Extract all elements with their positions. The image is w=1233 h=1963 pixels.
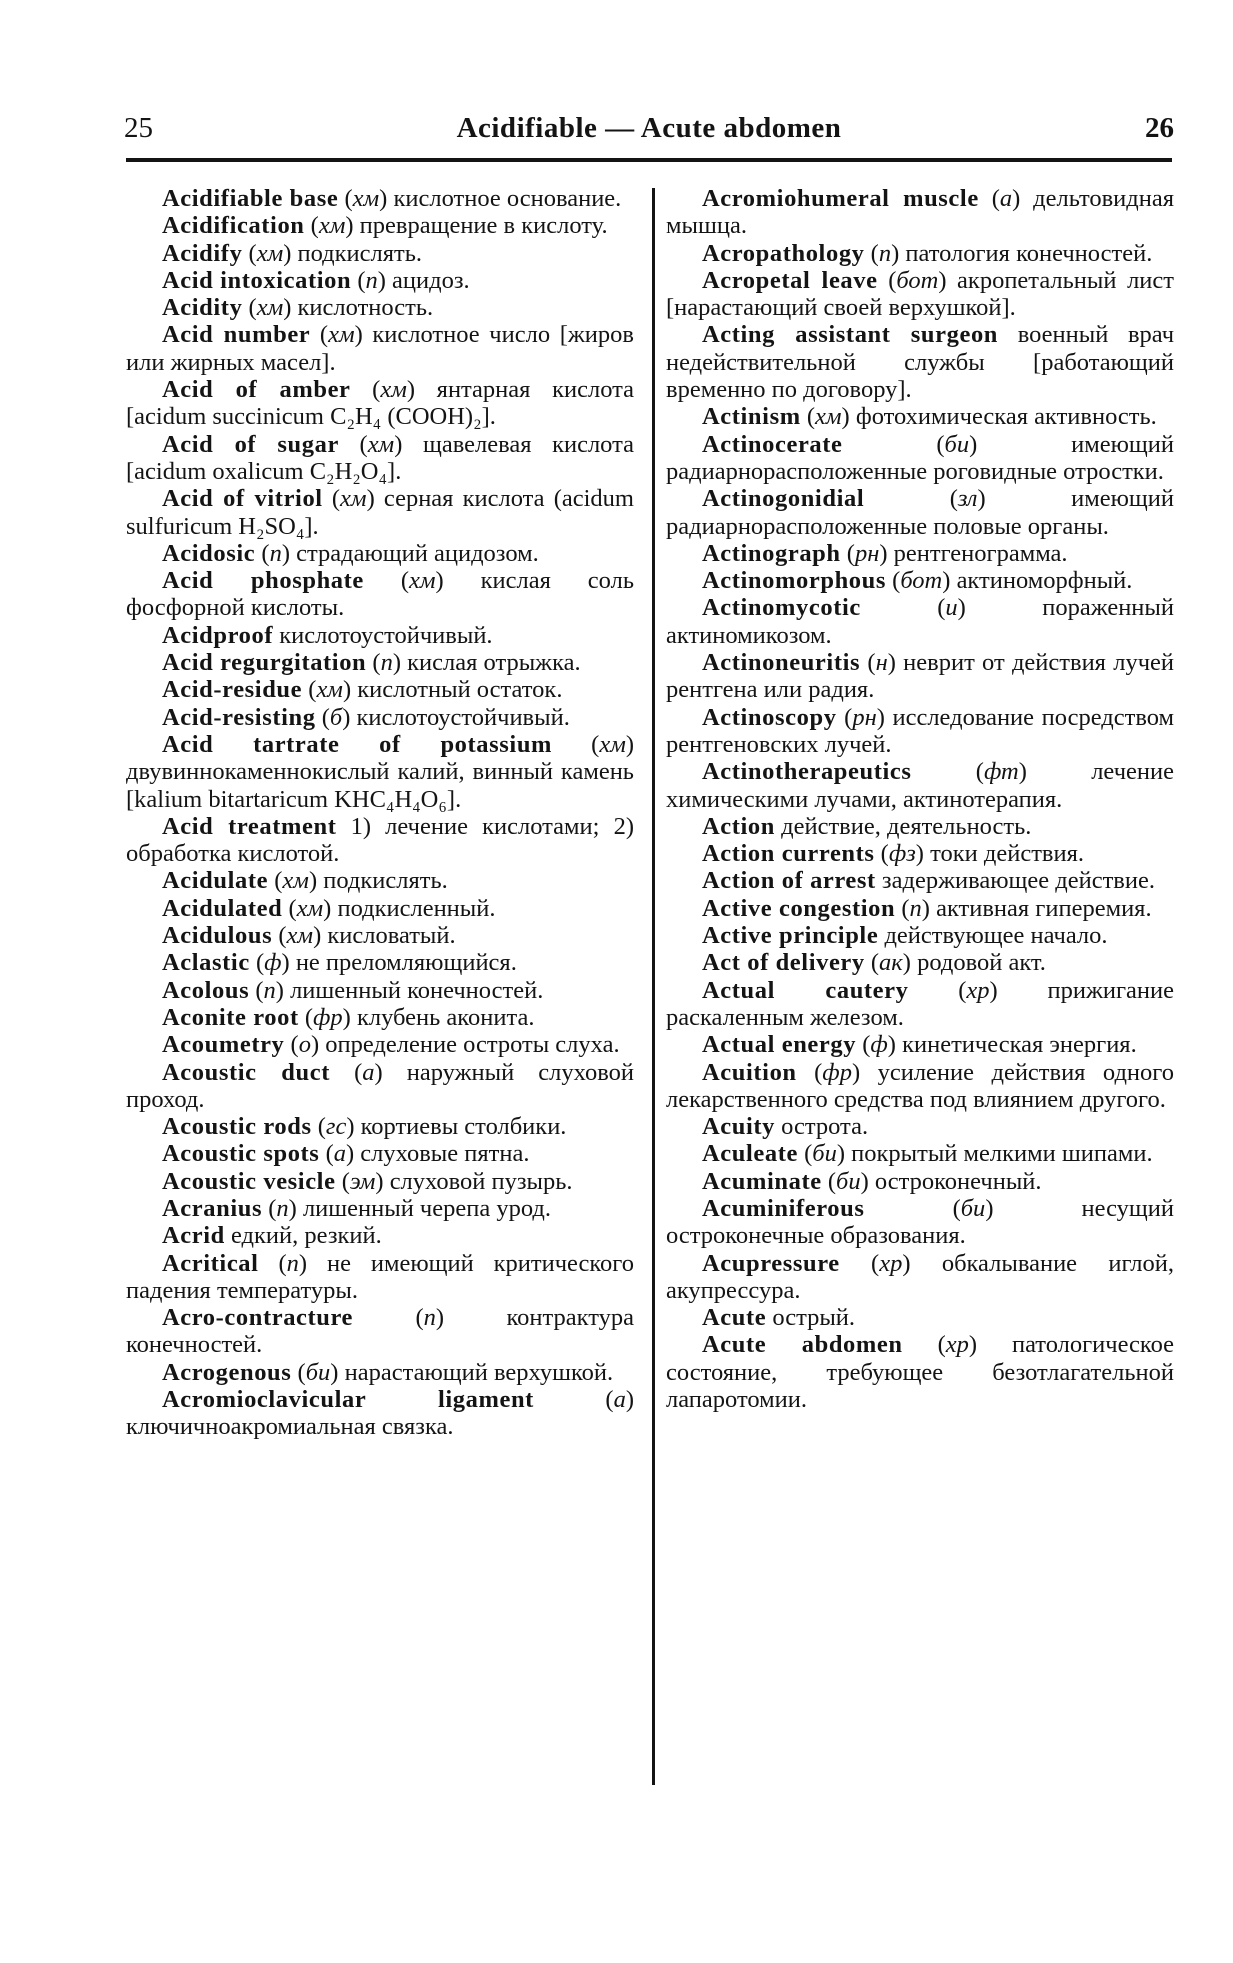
entry-field-label: п bbox=[380, 649, 393, 677]
entry-definition: страдающий ацидозом. bbox=[296, 539, 539, 567]
entry-definition: наружный слуховой проход. bbox=[126, 1058, 634, 1113]
dictionary-entry: Acoumetry (о) определение остроты слуха. bbox=[162, 1031, 620, 1059]
dictionary-entry: Acoustic vesicle (эм) слуховой пузырь. bbox=[162, 1167, 573, 1195]
dictionary-entry: Acuition (фр) усиление действия одного лекарственного средства под влиянием другого. bbox=[666, 1058, 1174, 1113]
entry-field-label: п bbox=[423, 1304, 436, 1332]
entry-definition: покрытый мелкими шипами. bbox=[851, 1140, 1153, 1168]
dictionary-entry: Acid-residue (хм) кислотный остаток. bbox=[162, 676, 563, 704]
entry-field-label: хр bbox=[945, 1331, 969, 1359]
dictionary-entry: Actinotherapeutics (фт) лечение химическими лучами, актинотерапия. bbox=[666, 758, 1174, 813]
entry-definition: акропетальный лист [нарастающий своей верхушкой]. bbox=[666, 266, 1174, 322]
entry-field-label: а bbox=[999, 185, 1013, 212]
entry-definition: лишенный черепа урод. bbox=[302, 1194, 551, 1222]
dictionary-entry: Active congestion (п) активная гиперемия. bbox=[702, 894, 1152, 922]
running-title: Acidifiable — Acute abdomen bbox=[456, 112, 842, 144]
dictionary-entry: Aculeate (би) покрытый мелкими шипами. bbox=[702, 1140, 1153, 1168]
entry-field-label: фз bbox=[888, 840, 916, 868]
entry-term: Acidify bbox=[162, 239, 243, 267]
entry-term: Active congestion bbox=[702, 894, 896, 922]
entry-term: Action of arrest bbox=[702, 867, 876, 895]
dictionary-entry: Acidify (хм) подкислять. bbox=[162, 239, 423, 267]
entry-term: Acrogenous bbox=[162, 1358, 292, 1386]
dictionary-entry: Actinoneuritis (н) неврит от действия лучей рентгена или радия. bbox=[666, 649, 1174, 704]
entry-term: Acid of amber bbox=[162, 376, 351, 404]
dictionary-entry: Acid intoxication (п) ацидоз. bbox=[162, 266, 470, 294]
entry-definition: не имеющий критического падения температуры. bbox=[126, 1249, 634, 1304]
entry-field-label: би bbox=[836, 1167, 861, 1195]
entry-field-label: рн bbox=[852, 703, 877, 731]
entry-term: Acolous bbox=[162, 976, 250, 1004]
entry-definition: прижигание раскаленным железом. bbox=[666, 976, 1175, 1031]
entry-definition: слуховой пузырь. bbox=[389, 1167, 573, 1195]
entry-definition: исследование посредством рентгеновских лучей. bbox=[666, 703, 1175, 758]
entry-field-label: п bbox=[365, 266, 378, 294]
entry-definition: кинетическая энергия. bbox=[902, 1031, 1137, 1059]
entry-term: Acidity bbox=[162, 294, 243, 322]
entry-field-label: ф bbox=[870, 1031, 888, 1059]
dictionary-entry: Acrogenous (би) нарастающий верхушкой. bbox=[162, 1358, 614, 1386]
entry-field-label: хм bbox=[256, 294, 284, 322]
entry-field-label: би bbox=[960, 1194, 986, 1222]
dictionary-entry: Acuminate (би) остроконечный. bbox=[702, 1167, 1042, 1195]
entry-field-label: хр bbox=[966, 976, 990, 1004]
entry-field-label: хм bbox=[352, 185, 380, 212]
entry-definition: кислотность. bbox=[297, 294, 434, 322]
entry-field-label: фт bbox=[983, 758, 1019, 786]
dictionary-entry: Acritical (п) не имеющий критического падения температуры. bbox=[126, 1249, 634, 1304]
entry-term: Acropathology bbox=[702, 239, 865, 267]
entry-field-label: гс bbox=[325, 1113, 347, 1141]
dictionary-entry: Actinism (хм) фотохимическая активность. bbox=[702, 403, 1157, 431]
entry-definition: кислотный остаток. bbox=[357, 676, 563, 704]
entry-definition: кислая соль фосфорной кислоты. bbox=[126, 567, 634, 622]
entry-term: Acid tartrate of potassium bbox=[162, 730, 553, 758]
dictionary-entry: Acidification (хм) превращение в кислоту. bbox=[162, 212, 608, 240]
entry-field-label: хм bbox=[380, 376, 407, 404]
entry-term: Acidosic bbox=[162, 539, 256, 567]
entry-definition: действие, деятельность. bbox=[781, 812, 1032, 840]
dictionary-entry: Acupressure (хр) обкалывание иглой, акупрессура. bbox=[666, 1249, 1174, 1304]
entry-definition: не преломляющийся. bbox=[295, 949, 517, 977]
entry-term: Acoustic spots bbox=[162, 1140, 320, 1168]
dictionary-entry: Acid tartrate of potassium (хм) двувиннокаменнокислый калий, винный камень [kalium bitartaricum KHC₄H₄O₆]. bbox=[126, 730, 635, 813]
entry-definition: пораженный актиномикозом. bbox=[666, 594, 1174, 649]
dictionary-entry: Aclastic (ф) не преломляющийся. bbox=[162, 949, 517, 977]
dictionary-entry: Acoustic duct (а) наружный слуховой проход. bbox=[126, 1058, 634, 1113]
dictionary-entry bbox=[666, 813, 1174, 840]
dictionary-entry: Actinograph (рн) рентгенограмма. bbox=[702, 539, 1068, 567]
entry-term: Active principle bbox=[702, 922, 879, 950]
entry-field-label: хм bbox=[296, 894, 324, 922]
dictionary-entry: Actinocerate (би) имеющий радиарнорасположенные роговидные отростки. bbox=[666, 430, 1174, 485]
dictionary-entry: Acidosic (п) страдающий ацидозом. bbox=[162, 539, 539, 567]
dictionary-entry: Acro-contracture (п) контрактура конечностей. bbox=[126, 1304, 634, 1359]
entry-field-label: рн bbox=[854, 539, 880, 567]
dictionary-entry bbox=[666, 1304, 1174, 1331]
entry-field-label: фр bbox=[313, 1003, 343, 1031]
dictionary-entry: Acranius (п) лишенный черепа урод. bbox=[162, 1194, 551, 1222]
left-column bbox=[126, 185, 634, 1441]
dictionary-entry: Acromioclavicular ligament (а) ключичноакромиальная связка. bbox=[126, 1386, 634, 1441]
entry-field-label: хм bbox=[256, 239, 284, 267]
entry-definition: патологическое состояние, требующее безотлагательной лапаротомии. bbox=[666, 1331, 1175, 1414]
entry-term: Actinism bbox=[702, 403, 801, 431]
entry-definition: двувиннокаменнокислый калий, винный камень [kalium bitartaricum KHC₄H₄O₆]. bbox=[126, 758, 634, 813]
entry-field-label: хм bbox=[282, 867, 309, 895]
entry-field-label: ак bbox=[879, 949, 903, 977]
entry-definition: действующее начало. bbox=[884, 922, 1108, 950]
entry-field-label: фр bbox=[822, 1058, 852, 1086]
entry-definition: ключичноакромиальная связка. bbox=[126, 1413, 454, 1441]
entry-term: Acid-residue bbox=[162, 676, 303, 704]
dictionary-entry bbox=[666, 922, 1174, 949]
entry-definition: контрактура конечностей. bbox=[126, 1304, 634, 1359]
entry-field-label: би bbox=[305, 1358, 331, 1386]
entry-definition: острота. bbox=[781, 1113, 869, 1141]
entry-definition: нарастающий верхушкой. bbox=[344, 1358, 614, 1386]
entry-field-label: зл bbox=[957, 485, 978, 513]
entry-field-label: хм bbox=[367, 430, 395, 458]
entry-term: Acropetal leave bbox=[702, 266, 878, 294]
dictionary-entry: Aconite root (фр) клубень аконита. bbox=[162, 1003, 535, 1031]
entry-definition: активная гиперемия. bbox=[936, 894, 1152, 922]
entry-term: Acidproof bbox=[162, 621, 274, 649]
dictionary-entry bbox=[126, 622, 634, 649]
entry-definition: кислотоустойчивый. bbox=[356, 703, 570, 731]
entry-definition: слуховые пятна. bbox=[360, 1140, 530, 1168]
entry-definition: кислотное основание. bbox=[393, 185, 622, 212]
entry-definition: токи действия. bbox=[930, 840, 1084, 868]
entry-term: Aconite root bbox=[162, 1003, 299, 1031]
entry-term: Action currents bbox=[702, 840, 875, 868]
dictionary-entry bbox=[666, 867, 1174, 894]
entry-definition: подкислять. bbox=[323, 867, 448, 895]
entry-term: Acritical bbox=[162, 1249, 259, 1277]
dictionary-entry: Acute abdomen (хр) патологическое состояние, требующее безотлагательной лапаротомии. bbox=[666, 1331, 1175, 1414]
entry-term: Aculeate bbox=[702, 1140, 798, 1168]
entry-definition: остроконечный. bbox=[874, 1167, 1042, 1195]
entry-term: Acidification bbox=[162, 212, 305, 240]
dictionary-entry: Acid regurgitation (п) кислая отрыжка. bbox=[162, 649, 581, 677]
entry-term: Acupressure bbox=[702, 1249, 840, 1277]
dictionary-entry: Acid phosphate (хм) кислая соль фосфорной кислоты. bbox=[126, 567, 634, 622]
entry-term: Acute bbox=[702, 1304, 767, 1332]
entry-definition: острый. bbox=[772, 1304, 856, 1332]
dictionary-entry bbox=[126, 1222, 634, 1249]
dictionary-entry: Acidulate (хм) подкислять. bbox=[162, 867, 448, 895]
entry-term: Acting assistant surgeon bbox=[702, 321, 999, 349]
entry-field-label: о bbox=[298, 1031, 311, 1059]
header-rule bbox=[126, 158, 1172, 162]
dictionary-entry: Actinomorphous (бот) актиноморфный. bbox=[702, 567, 1133, 595]
dictionary-entry: Acid number (хм) кислотное число [жиров или жирных масел]. bbox=[126, 321, 634, 376]
entry-field-label: и bbox=[945, 594, 958, 622]
entry-definition: обкалывание иглой, акупрессура. bbox=[666, 1249, 1174, 1304]
entry-term: Acoustic duct bbox=[162, 1058, 330, 1086]
entry-term: Actinoscopy bbox=[702, 703, 837, 731]
dictionary-entry: Action currents (фз) токи действия. bbox=[702, 840, 1084, 868]
entry-term: Acid phosphate bbox=[162, 567, 364, 595]
entry-term: Acute abdomen bbox=[702, 1331, 903, 1359]
left-page-number: 25 bbox=[124, 112, 153, 144]
dictionary-entry: Act of delivery (ак) родовой акт. bbox=[702, 949, 1046, 977]
entry-term: Acoustic rods bbox=[162, 1113, 312, 1141]
entry-term: Acromioclavicular ligament bbox=[162, 1386, 534, 1414]
entry-term: Aclastic bbox=[162, 949, 250, 977]
entry-definition: кислотное число [жиров или жирных масел]. bbox=[126, 321, 634, 376]
entry-definition: лишенный конечностей. bbox=[290, 976, 544, 1004]
entry-field-label: п bbox=[286, 1249, 299, 1277]
entry-definition: кисловатый. bbox=[327, 922, 456, 950]
entry-field-label: хм bbox=[328, 321, 355, 349]
entry-definition: кортиевы столбики. bbox=[360, 1113, 567, 1141]
entry-field-label: хм bbox=[815, 403, 842, 431]
entry-term: Acidulate bbox=[162, 867, 269, 895]
dictionary-entry: Acidity (хм) кислотность. bbox=[162, 294, 434, 322]
entry-definition: родовой акт. bbox=[917, 949, 1046, 977]
entry-field-label: хм bbox=[316, 676, 343, 704]
entry-term: Action bbox=[702, 812, 776, 840]
dictionary-entry: Acoustic spots (а) слуховые пятна. bbox=[162, 1140, 530, 1168]
entry-definition: актиноморфный. bbox=[956, 567, 1133, 595]
entry-field-label: хм bbox=[340, 485, 367, 513]
entry-field-label: а bbox=[613, 1386, 626, 1414]
dictionary-entry: Acid-resisting (б) кислотоустойчивый. bbox=[162, 703, 570, 731]
entry-field-label: п bbox=[909, 894, 922, 922]
entry-term: Acid-resisting bbox=[162, 703, 316, 731]
entry-term: Acidulated bbox=[162, 894, 283, 922]
entry-definition: фотохимическая активность. bbox=[855, 403, 1157, 431]
right-page-number: 26 bbox=[1145, 112, 1174, 144]
entry-term: Acidifiable base bbox=[162, 185, 339, 212]
entry-definition: ацидоз. bbox=[392, 266, 470, 294]
entry-definition: несущий остроконечные образования. bbox=[666, 1194, 1174, 1250]
entry-term: Acuminate bbox=[702, 1167, 822, 1195]
dictionary-entry: Actinoscopy (рн) исследование посредством рентгеновских лучей. bbox=[666, 703, 1175, 758]
dictionary-entry bbox=[666, 321, 1174, 403]
entry-field-label: хм bbox=[286, 922, 314, 950]
entry-definition: лечение химическими лучами, актинотерапия. bbox=[666, 758, 1174, 813]
entry-term: Acid of sugar bbox=[162, 430, 339, 458]
entry-term: Actinocerate bbox=[702, 430, 843, 458]
dictionary-entry bbox=[666, 1113, 1174, 1140]
entry-definition: рентгенограмма. bbox=[893, 539, 1068, 567]
dictionary-entry: Acropathology (п) патология конечностей. bbox=[702, 239, 1153, 267]
entry-term: Actinogonidial bbox=[702, 485, 865, 513]
entry-term: Acuminiferous bbox=[702, 1194, 865, 1222]
dictionary-entry: Acid of sugar (хм) щавелевая кислота [acidum oxalicum C₂H₂O₄]. bbox=[126, 430, 634, 485]
entry-definition: кислотоустойчивый. bbox=[279, 621, 493, 649]
entry-definition: едкий, резкий. bbox=[231, 1222, 382, 1250]
entry-term: Act of delivery bbox=[702, 949, 865, 977]
dictionary-entry: Acid of amber (хм) янтарная кислота [acidum succinicum C₂H₄ (COOH)₂]. bbox=[126, 376, 634, 431]
entry-definition: серная кислота (acidum sulfuricum H₂SO₄]. bbox=[126, 485, 634, 540]
entry-term: Actinomycotic bbox=[702, 594, 861, 622]
dictionary-entry: Actinomycotic (и) пораженный актиномикозом. bbox=[666, 594, 1174, 649]
entry-definition: подкислять. bbox=[297, 239, 423, 267]
entry-definition: патология конечностей. bbox=[905, 239, 1153, 267]
entry-field-label: бот bbox=[896, 266, 939, 294]
entry-definition: военный врач недействительной службы [работающий временно по договору]. bbox=[666, 321, 1175, 404]
entry-term: Acidulous bbox=[162, 922, 273, 950]
entry-definition: щавелевая кислота [acidum oxalicum C₂H₂O₄]. bbox=[126, 430, 634, 485]
dictionary-entry: Acolous (п) лишенный конечностей. bbox=[162, 976, 544, 1004]
entry-term: Acid treatment bbox=[162, 812, 337, 840]
entry-field-label: ф bbox=[264, 949, 282, 977]
right-column bbox=[666, 185, 1174, 1413]
entry-term: Acid intoxication bbox=[162, 266, 352, 294]
entry-field-label: а bbox=[362, 1058, 375, 1086]
dictionary-entry: Actual cautery (хр) прижигание раскаленным железом. bbox=[666, 976, 1175, 1031]
entry-definition: усиление действия одного лекарственного средства под влиянием другого. bbox=[666, 1058, 1174, 1113]
entry-definition: определение остроты слуха. bbox=[325, 1031, 620, 1059]
entry-field-label: п bbox=[276, 1194, 289, 1222]
dictionary-entry: Actual energy (ф) кинетическая энергия. bbox=[702, 1031, 1137, 1059]
entry-field-label: хр bbox=[879, 1249, 903, 1277]
entry-term: Acid of vitriol bbox=[162, 485, 323, 513]
entry-definition: подкисленный. bbox=[337, 894, 496, 922]
entry-term: Acuition bbox=[702, 1058, 797, 1086]
entry-field-label: а bbox=[333, 1140, 346, 1168]
entry-field-label: п bbox=[269, 539, 282, 567]
entry-term: Actinotherapeutics bbox=[702, 758, 912, 786]
running-header bbox=[124, 112, 1174, 152]
entry-field-label: би bbox=[812, 1140, 837, 1168]
entry-field-label: эм bbox=[349, 1167, 376, 1195]
entry-definition: янтарная кислота [acidum succinicum C₂H₄ (COOH)₂]. bbox=[126, 376, 634, 431]
column-divider bbox=[652, 188, 655, 1785]
dictionary-entry: Acidifiable base (хм) кислотное основание. bbox=[162, 185, 622, 212]
entry-term: Acoumetry bbox=[162, 1031, 285, 1059]
entry-definition: дельтовидная мышца. bbox=[666, 185, 1174, 240]
dictionary-entry: Acidulous (хм) кисловатый. bbox=[162, 922, 456, 950]
entry-field-label: хм bbox=[318, 212, 346, 240]
entry-term: Acoustic vesicle bbox=[162, 1167, 336, 1195]
dictionary-entry: Acidulated (хм) подкисленный. bbox=[162, 894, 496, 922]
dictionary-entry: Acoustic rods (гс) кортиевы столбики. bbox=[162, 1113, 567, 1141]
entry-term: Acro-contracture bbox=[162, 1304, 354, 1332]
entry-definition: превращение в кислоту. bbox=[359, 212, 608, 240]
entry-field-label: хм bbox=[599, 730, 626, 758]
entry-term: Acuity bbox=[702, 1113, 776, 1141]
entry-term: Actinomorphous bbox=[702, 567, 887, 595]
entry-field-label: бот bbox=[900, 567, 943, 595]
entry-term: Actinograph bbox=[702, 539, 841, 567]
entry-definition: задерживающее действие. bbox=[881, 867, 1155, 895]
entry-definition: кислая отрыжка. bbox=[407, 649, 581, 677]
entry-term: Actual cautery bbox=[702, 976, 909, 1004]
entry-field-label: б bbox=[329, 703, 343, 731]
entry-field-label: п bbox=[878, 239, 892, 267]
dictionary-entry: Acromiohumeral muscle (а) дельтовидная мышца. bbox=[666, 185, 1174, 240]
entry-definition: имеющий радиарнорасположенные половые органы. bbox=[666, 485, 1174, 540]
entry-field-label: п bbox=[263, 976, 276, 1004]
dictionary-entry: Acuminiferous (би) несущий остроконечные образования. bbox=[666, 1194, 1174, 1250]
entry-term: Actual energy bbox=[702, 1031, 857, 1059]
entry-field-label: н bbox=[875, 649, 888, 677]
entry-field-label: хм bbox=[409, 567, 436, 595]
entry-term: Acid number bbox=[162, 321, 311, 349]
entry-definition: клубень аконита. bbox=[356, 1003, 535, 1031]
entry-term: Acranius bbox=[162, 1194, 263, 1222]
dictionary-entry bbox=[126, 813, 634, 868]
entry-term: Acrid bbox=[162, 1222, 225, 1250]
entry-definition: 1) лечение кислотами; 2) обработка кислотой. bbox=[126, 812, 634, 868]
dictionary-entry: Actinogonidial (зл) имеющий радиарнорасположенные половые органы. bbox=[666, 485, 1174, 540]
entry-definition: имеющий радиарнорасположенные роговидные отростки. bbox=[666, 430, 1174, 485]
entry-field-label: би bbox=[944, 430, 970, 458]
entry-definition: неврит от действия лучей рентгена или радия. bbox=[666, 649, 1174, 704]
entry-term: Acid regurgitation bbox=[162, 649, 367, 677]
entry-term: Actinoneuritis bbox=[702, 649, 861, 677]
entry-term: Acromiohumeral muscle bbox=[702, 185, 979, 212]
dictionary-entry: Acid of vitriol (хм) серная кислота (acidum sulfuricum H₂SO₄]. bbox=[126, 485, 634, 540]
dictionary-entry: Acropetal leave (бот) акропетальный лист [нарастающий своей верхушкой]. bbox=[666, 266, 1174, 322]
